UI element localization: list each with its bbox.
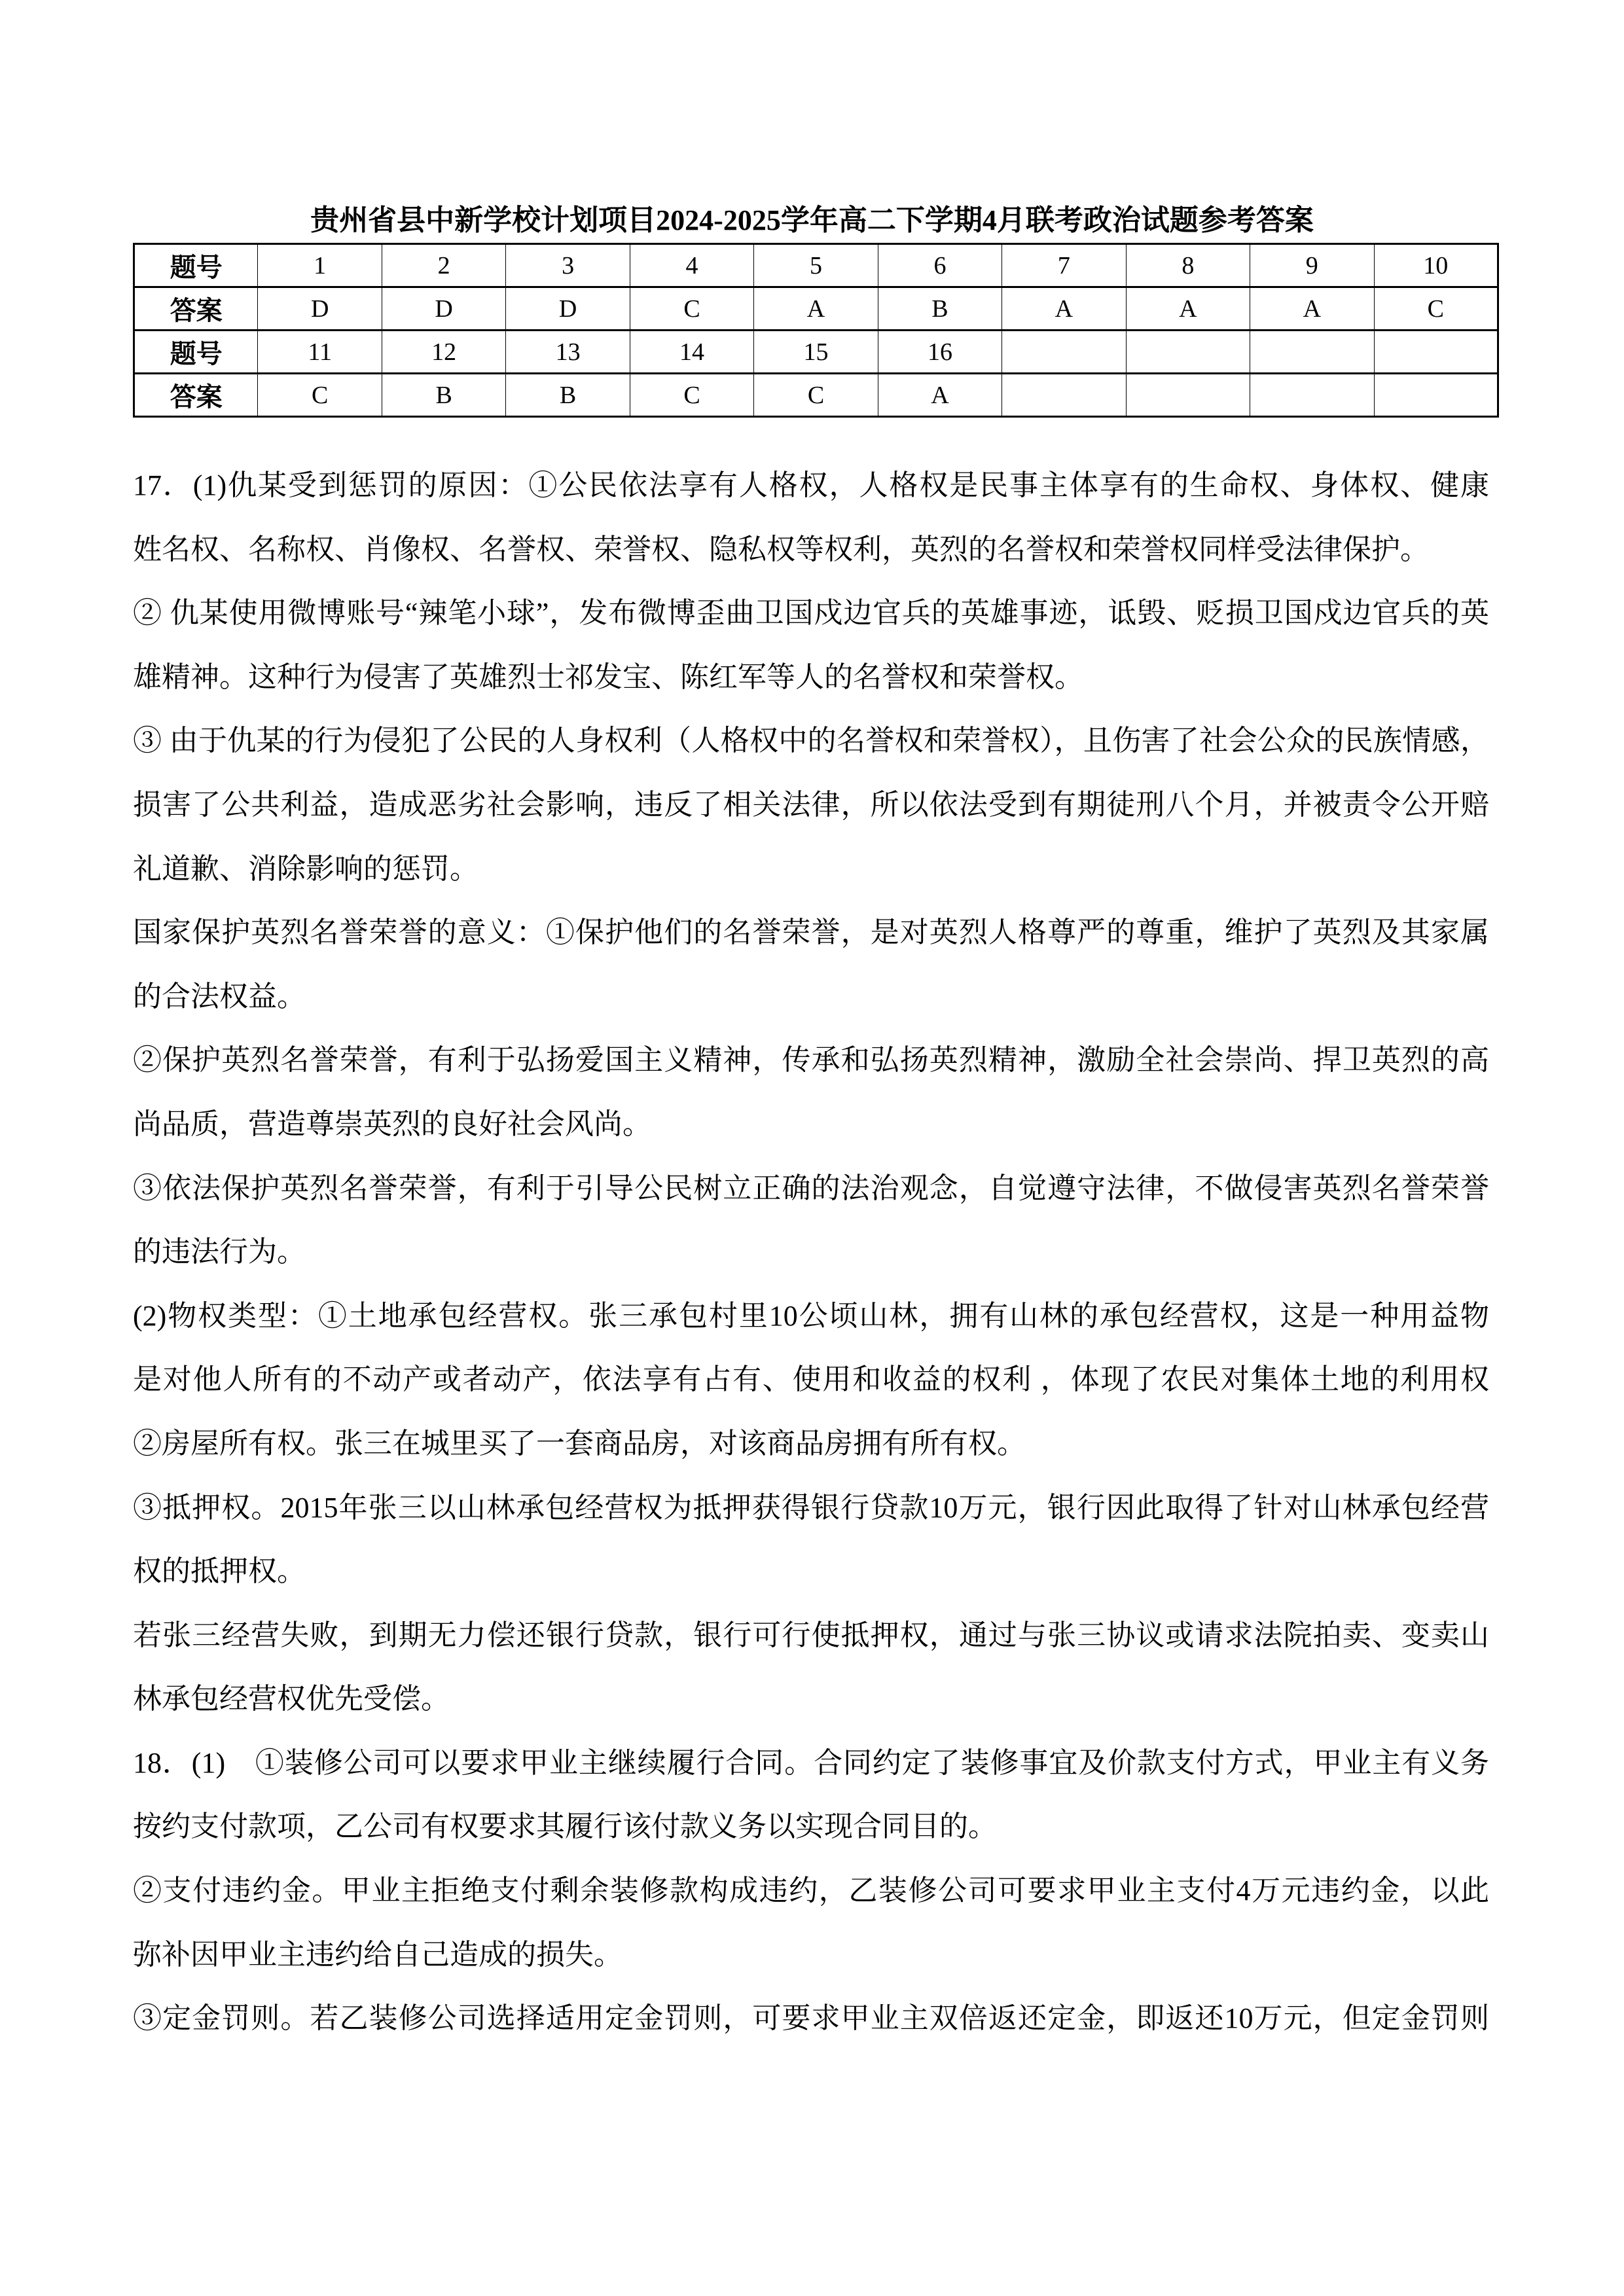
text-line: (2)物权类型：①土地承包经营权。张三承包村里10公顷山林，拥有山林的承包经营权，这是一种用益物 (133, 1299, 1489, 1332)
table-cell: 4 (630, 244, 753, 287)
text-line: 若张三经营失败，到期无力偿还银行贷款，银行可行使抵押权，通过与张三协议或请求法院拍卖、变卖山 (133, 1619, 1489, 1651)
text-line: ②支付违约金。甲业主拒绝支付剩余装修款构成违约，乙装修公司可要求甲业主支付4万元违约金，以此 (133, 1874, 1489, 1907)
table-cell: C (1374, 287, 1498, 331)
table-cell: 8 (1126, 244, 1250, 287)
table-cell: C (258, 374, 382, 417)
table-cell: C (630, 374, 753, 417)
text-line: 的合法权益。 (133, 980, 306, 1013)
table-cell: A (1002, 287, 1126, 331)
table-cell: D (382, 287, 505, 331)
text-line: ②保护英烈名誉荣誉，有利于弘扬爱国主义精神，传承和弘扬英烈精神，激励全社会崇尚、捍卫英烈的高 (133, 1044, 1489, 1077)
text-line: ③ 由于仇某的行为侵犯了公民的人身权利（人格权中的名誉权和荣誉权），且伤害了社会公众的民族情感， (133, 725, 1489, 757)
answer-table (133, 243, 1499, 418)
text-line: 尚品质，营造尊崇英烈的良好社会风尚。 (133, 1107, 651, 1140)
table-cell (1374, 374, 1498, 417)
table-cell (1126, 374, 1250, 417)
table-cell: A (878, 374, 1001, 417)
text-line: ②房屋所有权。张三在城里买了一套商品房，对该商品房拥有所有权。 (133, 1427, 1026, 1460)
text-line: ③依法保护英烈名誉荣誉，有利于引导公民树立正确的法治观念，自觉遵守法律，不做侵害英烈名誉荣誉 (133, 1172, 1489, 1204)
row-header-cell: 答案 (134, 374, 258, 417)
table-cell (1002, 331, 1126, 374)
table-cell: A (1126, 287, 1250, 331)
table-cell: B (506, 374, 630, 417)
table-cell (1374, 331, 1498, 374)
answer-row (134, 374, 1498, 417)
text-line: ② 仇某使用微博账号“辣笔小球”，发布微博歪曲卫国戍边官兵的英雄事迹，诋毁、贬损卫国戍边官兵的英 (133, 597, 1489, 630)
table-cell: C (630, 287, 753, 331)
table-cell: D (506, 287, 630, 331)
text-line: 林承包经营权优先受偿。 (133, 1683, 450, 1715)
text-line: 权的抵押权。 (133, 1555, 306, 1588)
text-line: 18．(1) ①装修公司可以要求甲业主继续履行合同。合同约定了装修事宜及价款支付方式，甲业主有义务 (133, 1746, 1489, 1779)
text-line: 礼道歉、消除影响的惩罚。 (133, 852, 478, 885)
table-cell: 1 (258, 244, 382, 287)
table-cell: 11 (258, 331, 382, 374)
text-line: 雄精神。这种行为侵害了英雄烈士祁发宝、陈红军等人的名誉权和荣誉权。 (133, 660, 1083, 693)
table-cell: 6 (878, 244, 1001, 287)
table-cell: 5 (754, 244, 878, 287)
table-cell: A (754, 287, 878, 331)
table-cell: 9 (1250, 244, 1374, 287)
table-cell: 2 (382, 244, 505, 287)
table-cell (1002, 374, 1126, 417)
text-line: ③定金罚则。若乙装修公司选择适用定金罚则，可要求甲业主双倍返还定金，即返还10万元，但定金罚则 (133, 2002, 1489, 2035)
text-line: 国家保护英烈名誉荣誉的意义：①保护他们的名誉荣誉，是对英烈人格尊严的尊重，维护了英烈及其家属 (133, 916, 1489, 949)
text-line: 姓名权、名称权、肖像权、名誉权、荣誉权、隐私权等权利，英烈的名誉权和荣誉权同样受法律保护。 (133, 533, 1429, 565)
text-line: 是对他人所有的不动产或者动产，依法享有占有、使用和收益的权利 ，体现了农民对集体土地的利用权 (133, 1363, 1489, 1396)
text-line: 损害了公共利益，造成恶劣社会影响，违反了相关法律，所以依法受到有期徒刑八个月，并被责令公开赔 (133, 788, 1489, 821)
table-cell (1250, 331, 1374, 374)
row-header-cell: 题号 (134, 331, 258, 374)
table-cell: C (754, 374, 878, 417)
text-line: 17．(1)仇某受到惩罚的原因：①公民依法享有人格权，人格权是民事主体享有的生命权、身体权、健康 (133, 469, 1489, 501)
table-cell: A (1250, 287, 1374, 331)
table-cell: 13 (506, 331, 630, 374)
table-cell: 16 (878, 331, 1001, 374)
question-number-row (134, 331, 1498, 374)
text-line: 弥补因甲业主违约给自己造成的损失。 (133, 1938, 623, 1971)
text-line: 的违法行为。 (133, 1236, 306, 1268)
table-cell (1250, 374, 1374, 417)
table-cell: 3 (506, 244, 630, 287)
table-cell: B (382, 374, 505, 417)
table-cell: 14 (630, 331, 753, 374)
document-title: 贵州省县中新学校计划项目2024-2025学年高二下学期4月联考政治试题参考答案 (310, 204, 1314, 236)
table-cell: 10 (1374, 244, 1498, 287)
table-cell: D (258, 287, 382, 331)
row-header-cell: 题号 (134, 244, 258, 287)
answer-row (134, 287, 1498, 331)
table-cell: B (878, 287, 1001, 331)
table-cell: 12 (382, 331, 505, 374)
row-header-cell: 答案 (134, 287, 258, 331)
text-line: ③抵押权。2015年张三以山林承包经营权为抵押获得银行贷款10万元，银行因此取得了针对山林承包经营 (133, 1491, 1489, 1524)
answer-body (133, 454, 1489, 2051)
table-cell: 7 (1002, 244, 1126, 287)
table-cell: 15 (754, 331, 878, 374)
text-line: 按约支付款项，乙公司有权要求其履行该付款义务以实现合同目的。 (133, 1810, 997, 1843)
table-cell (1126, 331, 1250, 374)
question-number-row (134, 244, 1498, 287)
